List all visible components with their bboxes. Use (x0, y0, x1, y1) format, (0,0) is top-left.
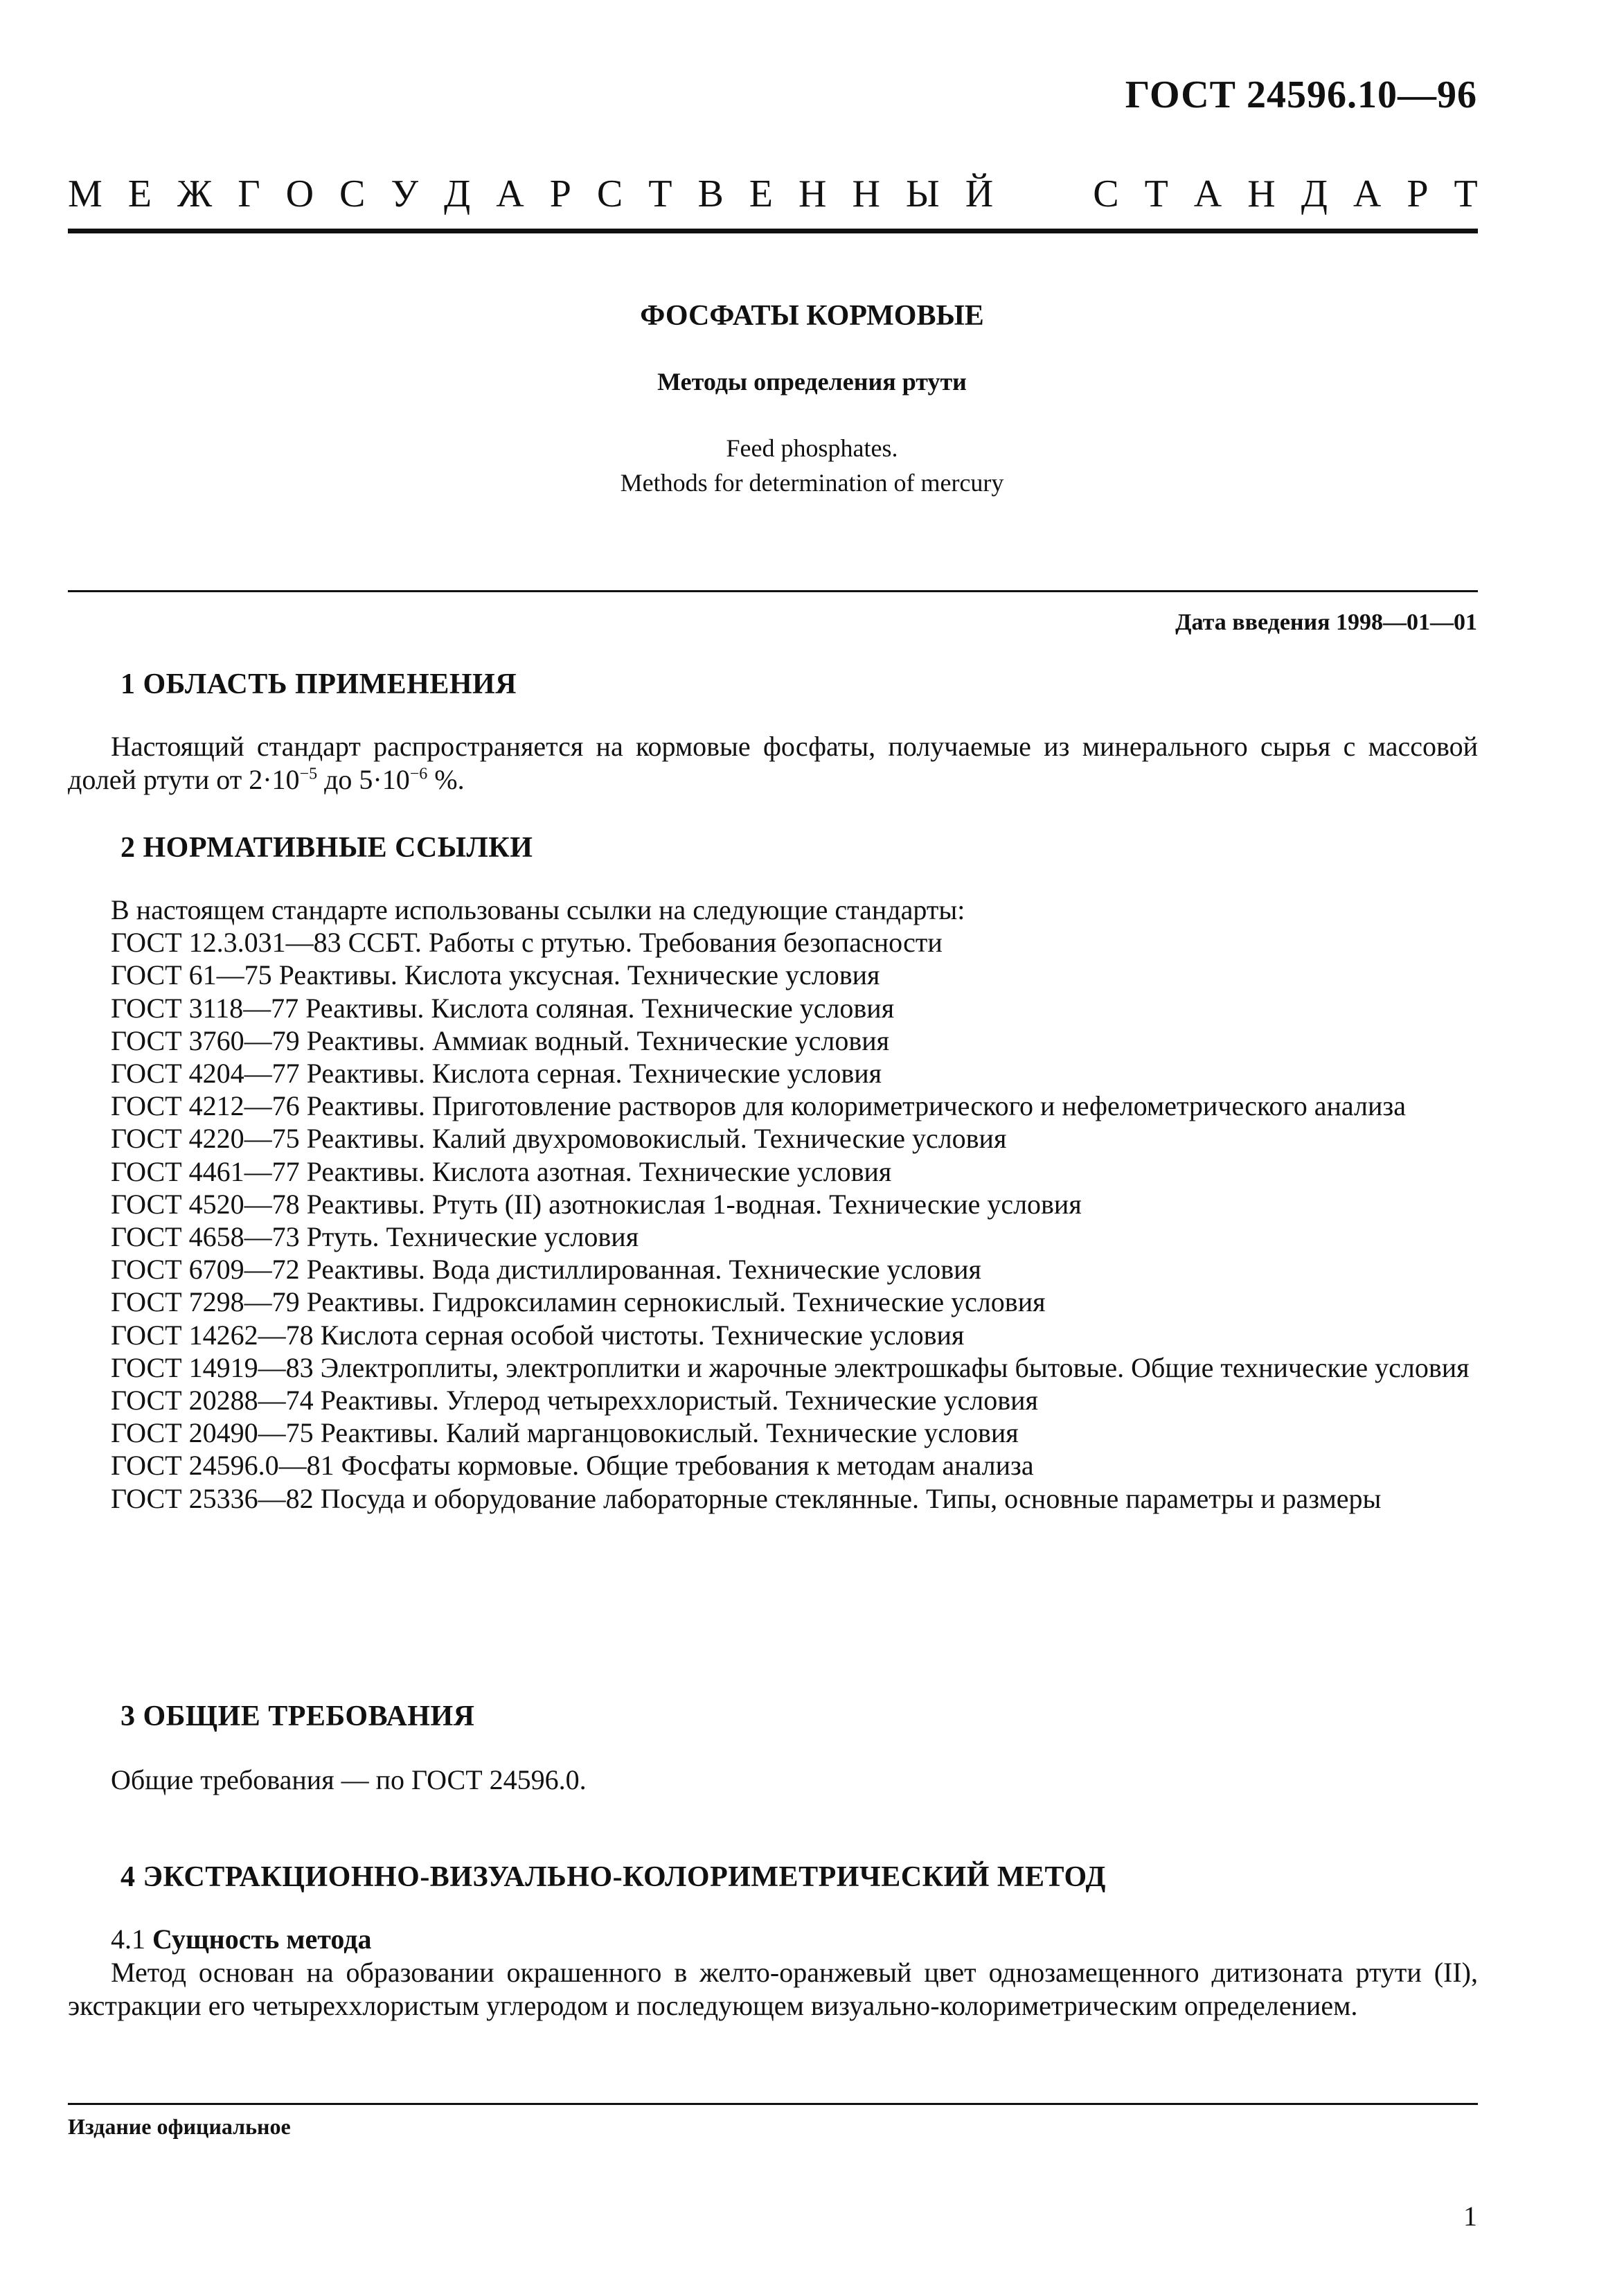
banner-letter: А (1193, 172, 1222, 215)
list-item: ГОСТ 61—75 Реактивы. Кислота уксусная. Технические условия (111, 959, 880, 991)
edition-note: Издание официальное (68, 2114, 291, 2139)
list-item: ГОСТ 4204—77 Реактивы. Кислота серная. Технические условия (111, 1058, 882, 1090)
list-item: ГОСТ 14262—78 Кислота серная особой чистоты. Технические условия (111, 1319, 965, 1351)
page-number: 1 (1463, 2201, 1477, 2232)
banner-letter: Н (852, 172, 880, 215)
banner-letter: Г (238, 172, 260, 215)
exponent: −6 (409, 765, 428, 783)
scope-paragraph (68, 730, 1478, 797)
banner-letter: Е (127, 172, 152, 215)
subsection-title (68, 1923, 1478, 1956)
document-number: ГОСТ 24596.10—96 (1125, 73, 1477, 116)
banner-letter: Ж (177, 172, 213, 215)
general-paragraph (68, 1764, 1478, 1797)
exponent: −5 (299, 765, 318, 783)
document-subtitle: Методы определения ртути (657, 368, 967, 396)
banner-letter: С (339, 172, 366, 215)
banner-letter: Ы (905, 172, 940, 215)
list-item: ГОСТ 4461—77 Реактивы. Кислота азотная. Технические условия (111, 1155, 892, 1187)
list-item: ГОСТ 7298—79 Реактивы. Гидроксиламин сернокислый. Технические условия (111, 1286, 1046, 1318)
banner-letter: В (697, 172, 724, 215)
list-item: ГОСТ 4520—78 Реактивы. Ртуть (II) азотнокислая 1-водная. Технические условия (111, 1188, 1082, 1220)
banner-letter: Т (1144, 172, 1168, 215)
section-heading-references: 2 НОРМАТИВНЫЕ ССЫЛКИ (121, 832, 533, 864)
banner-letter: А (1353, 172, 1382, 215)
english-title-line: Methods for determination of mercury (620, 469, 1004, 497)
english-title (0, 431, 1624, 500)
banner-letter: Т (648, 172, 672, 215)
list-item: ГОСТ 20490—75 Реактивы. Калий марганцовокислый. Технические условия (111, 1417, 1019, 1449)
banner-letter: С (1093, 172, 1119, 215)
list-item: ГОСТ 20288—74 Реактивы. Углерод четыреххлористый. Технические условия (111, 1385, 1038, 1416)
list-item: ГОСТ 25336—82 Посуда и оборудование лабораторные стеклянные. Типы, основные параметры и размеры (111, 1482, 1382, 1514)
section-heading-scope: 1 ОБЛАСТЬ ПРИМЕНЕНИЯ (121, 668, 517, 700)
banner-letter: У (391, 172, 419, 215)
banner-letter: М (68, 172, 102, 215)
list-item: ГОСТ 4658—73 Ртуть. Технические условия (111, 1221, 639, 1253)
banner-letter: Т (1454, 172, 1478, 215)
list-item: ГОСТ 6709—72 Реактивы. Вода дистиллированная. Технические условия (111, 1254, 981, 1286)
method-subsection (68, 1923, 1478, 2023)
title-rule (68, 590, 1478, 592)
interstate-standard-banner (68, 172, 1478, 216)
scope-text: Настоящий стандарт распространяется на кормовые фосфаты, получаемые из минерального сырья с массовой долей ртути от 2·10 (68, 731, 1478, 795)
banner-letter: Д (444, 172, 471, 215)
banner-letter: Н (1247, 172, 1276, 215)
footer-rule (68, 2103, 1478, 2105)
list-item: ГОСТ 4220—75 Реактивы. Калий двухромовокислый. Технические условия (111, 1123, 1007, 1155)
list-item: ГОСТ 14919—83 Электроплиты, электроплитки и жарочные электрошкафы бытовые. Общие технические условия (111, 1351, 1470, 1383)
banner-word-gap (1019, 172, 1067, 216)
introduction-date: Дата введения 1998—01—01 (1175, 610, 1477, 635)
banner-letter: С (596, 172, 623, 215)
list-item: ГОСТ 12.3.031—83 ССБТ. Работы с ртутью. Требования безопасности (111, 927, 943, 959)
list-item: ГОСТ 24596.0—81 Фосфаты кормовые. Общие требования к методам анализа (111, 1450, 1034, 1482)
document-title: ФОСФАТЫ КОРМОВЫЕ (640, 300, 984, 332)
banner-letter: Р (549, 172, 571, 215)
section-heading-method: 4 ЭКСТРАКЦИОННО-ВИЗУАЛЬНО-КОЛОРИМЕТРИЧЕСКИЙ МЕТОД (121, 1861, 1106, 1893)
subsection-number: 4.1 (111, 1924, 145, 1955)
general-text: Общие требования — по ГОСТ 24596.0. (111, 1764, 587, 1795)
method-text: Метод основан на образовании окрашенного в желто-оранжевый цвет однозамещенного дитизоната ртути (II), экстракции его четыреххлористым углеродом и последующем визуально-колориметрическим определением. (68, 1957, 1478, 2021)
header-rule (68, 229, 1478, 233)
banner-letter: А (496, 172, 524, 215)
banner-letter: Й (965, 172, 994, 215)
subsection-name: Сущность метода (152, 1924, 372, 1955)
scope-text: %. (427, 764, 465, 795)
banner-letter: Е (749, 172, 774, 215)
banner-letter: Н (798, 172, 827, 215)
list-item: ГОСТ 4212—76 Реактивы. Приготовление растворов для колориметрического и нефелометрического анализа (111, 1090, 1406, 1122)
references-intro: В настоящем стандарте использованы ссылки на следующие стандарты: (111, 894, 965, 925)
scope-text: до 5·10 (317, 764, 410, 795)
banner-letter: О (285, 172, 314, 215)
banner-letter: Р (1407, 172, 1429, 215)
section-heading-general: 3 ОБЩИЕ ТРЕБОВАНИЯ (121, 1700, 475, 1732)
references-list (68, 894, 1478, 1515)
english-title-line: Feed phosphates. (726, 434, 898, 462)
list-item: ГОСТ 3118—77 Реактивы. Кислота соляная. Технические условия (111, 992, 895, 1024)
banner-letter: Д (1301, 172, 1328, 215)
list-item: ГОСТ 3760—79 Реактивы. Аммиак водный. Технические условия (111, 1024, 890, 1056)
